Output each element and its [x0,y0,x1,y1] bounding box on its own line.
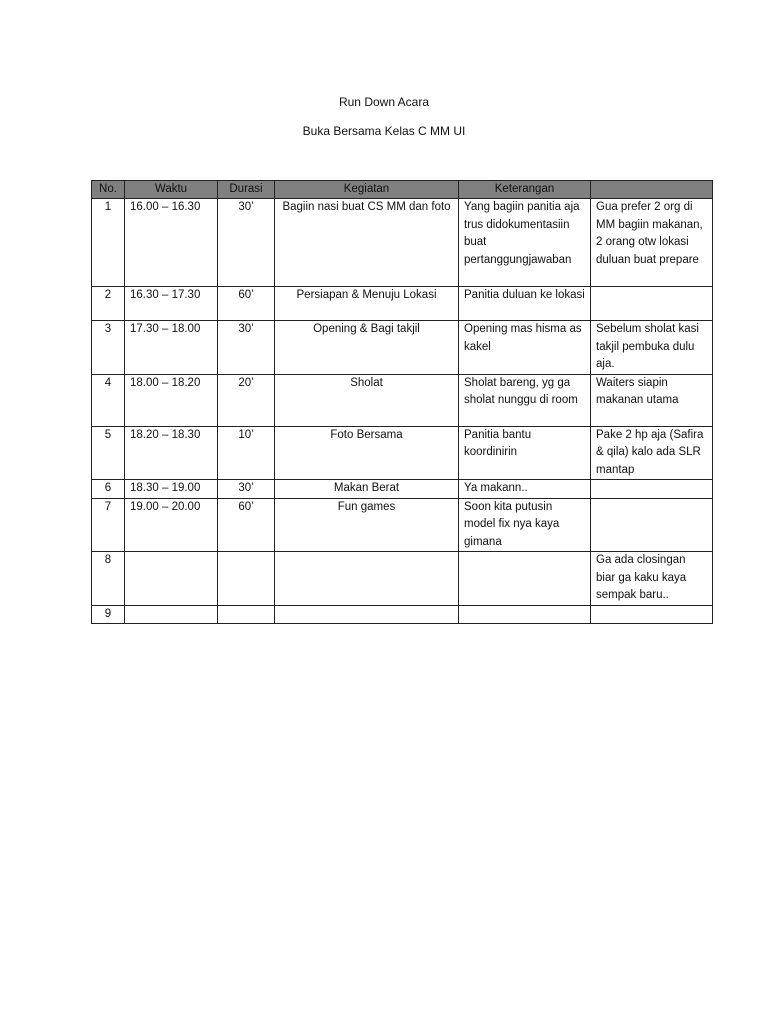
cell-durasi: 60’ [218,287,275,321]
cell-kegiatan [275,552,459,606]
header-notes [591,181,713,199]
cell-no: 7 [92,498,125,552]
cell-waktu: 18.00 – 18.20 [125,374,218,426]
cell-durasi: 30’ [218,480,275,499]
cell-notes [591,480,713,499]
table-row [92,287,713,321]
cell-keterangan: Soon kita putusin model fix nya kaya gimana [459,498,591,552]
header-no: No. [92,181,125,199]
cell-no: 3 [92,321,125,375]
cell-kegiatan: Fun games [275,498,459,552]
header-waktu: Waktu [125,181,218,199]
cell-waktu: 18.30 – 19.00 [125,480,218,499]
cell-durasi [218,552,275,606]
cell-keterangan: Ya makann.. [459,480,591,499]
cell-no: 4 [92,374,125,426]
cell-notes: Waiters siapin makanan utama [591,374,713,426]
cell-waktu: 19.00 – 20.00 [125,498,218,552]
cell-waktu: 18.20 – 18.30 [125,426,218,480]
cell-waktu: 16.30 – 17.30 [125,287,218,321]
cell-notes: Sebelum sholat kasi takjil pembuka dulu aja. [591,321,713,375]
page-title: Run Down Acara [338,95,430,109]
cell-durasi: 60’ [218,498,275,552]
cell-no: 6 [92,480,125,499]
cell-waktu [125,605,218,624]
cell-notes: Pake 2 hp aja (Safira & qila) kalo ada SLR mantap [591,426,713,480]
header-kegiatan: Kegiatan [275,181,459,199]
cell-keterangan [459,552,591,606]
header-durasi: Durasi [218,181,275,199]
cell-keterangan: Yang bagiin panitia aja trus didokumentasiin buat pertanggungjawaban [459,199,591,287]
cell-kegiatan [275,605,459,624]
header-keterangan: Keterangan [459,181,591,199]
cell-no: 1 [92,199,125,287]
cell-notes: Gua prefer 2 org di MM bagiin makanan, 2 orang otw lokasi duluan buat prepare [591,199,713,287]
cell-kegiatan: Makan Berat [275,480,459,499]
table-row [92,199,713,287]
cell-durasi: 30’ [218,199,275,287]
table-row [92,374,713,426]
table-row [92,321,713,375]
cell-kegiatan: Opening & Bagi takjil [275,321,459,375]
cell-notes [591,498,713,552]
cell-kegiatan: Bagiin nasi buat CS MM dan foto [275,199,459,287]
cell-durasi [218,605,275,624]
cell-no: 5 [92,426,125,480]
cell-durasi: 10’ [218,426,275,480]
cell-durasi: 30’ [218,321,275,375]
cell-keterangan: Panitia bantu koordinirin [459,426,591,480]
table-row [92,498,713,552]
table-row [92,426,713,480]
cell-keterangan [459,605,591,624]
cell-durasi: 20’ [218,374,275,426]
table-row [92,480,713,499]
cell-kegiatan: Sholat [275,374,459,426]
page-subtitle: Buka Bersama Kelas C MM UI [302,124,466,138]
cell-no: 8 [92,552,125,606]
cell-no: 2 [92,287,125,321]
table-row [92,552,713,606]
table-header-row [92,181,713,199]
cell-keterangan: Opening mas hisma as kakel [459,321,591,375]
cell-notes [591,605,713,624]
cell-waktu: 17.30 – 18.00 [125,321,218,375]
cell-waktu: 16.00 – 16.30 [125,199,218,287]
cell-kegiatan: Foto Bersama [275,426,459,480]
table-row [92,605,713,624]
cell-waktu [125,552,218,606]
cell-keterangan: Panitia duluan ke lokasi [459,287,591,321]
cell-kegiatan: Persiapan & Menuju Lokasi [275,287,459,321]
rundown-table [91,180,713,624]
cell-no: 9 [92,605,125,624]
cell-notes: Ga ada closingan biar ga kaku kaya sempak baru.. [591,552,713,606]
cell-keterangan: Sholat bareng, yg ga sholat nunggu di room [459,374,591,426]
cell-notes [591,287,713,321]
